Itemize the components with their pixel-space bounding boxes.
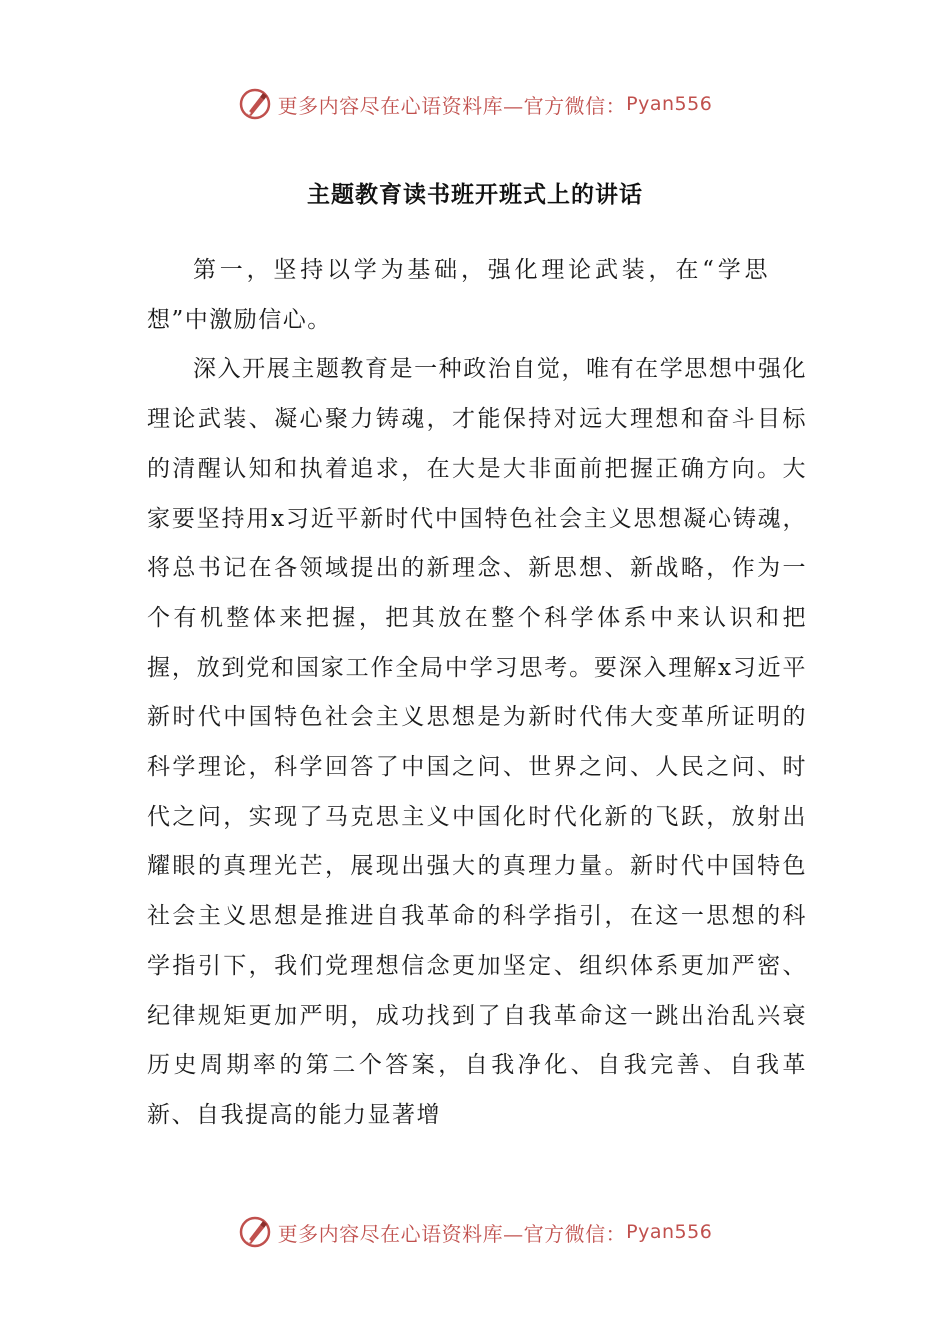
header-watermark — [0, 84, 950, 124]
footer-watermark — [0, 1212, 950, 1252]
body-paragraph: 深入开展主题教育是一种政治自觉，唯有在学思想中强化理论武装、凝心聚力铸魂，才能保持对远大理想和奋斗目标的清醒认知和执着追求，在大是大非面前把握正确方向。大家要坚持用x习近平新时代中国特色社会主义思想凝心铸魂，将总书记在各领域提出的新理念、新思想、新战略，作为一个有机整体来把握，把其放在整个科学体系中来认识和把握，放到党和国家工作全局中学习思考。要深入理解x习近平新时代中国特色社会主义思想是为新时代伟大变革所证明的科学理论，科学回答了中国之问、世界之问、人民之问、时代之问，实现了马克思主义中国化时代化新的飞跃，放射出耀眼的真理光芒，展现出强大的真理力量。新时代中国特色社会主义思想是推进自我革命的科学指引，在这一思想的科学指引下，我们党理想信念更加坚定、组织体系更加严密、纪律规矩更加严明，成功找到了自我革命这一跳出治乱兴衰历史周期率的第二个答案，自我净化、自我完善、自我革新、自我提高的能力显著增 — [147, 356, 807, 1128]
section-heading: 第一，坚持以学为基础，强化理论武装，在“学思想”中激励信心。 — [147, 257, 769, 333]
pen-logo-icon — [238, 1215, 272, 1249]
watermark-text: 更多内容尽在心语资料库—官方微信： — [277, 93, 627, 118]
watermark-text: 更多内容尽在心语资料库—官方微信： — [277, 1221, 627, 1246]
watermark-wechat-id: Pyan556 — [626, 93, 713, 115]
document-body — [147, 246, 807, 1141]
watermark-wechat-id: Pyan556 — [626, 1221, 713, 1243]
document-title: 主题教育读书班开班式上的讲话 — [307, 182, 643, 208]
pen-logo-icon — [238, 87, 272, 121]
